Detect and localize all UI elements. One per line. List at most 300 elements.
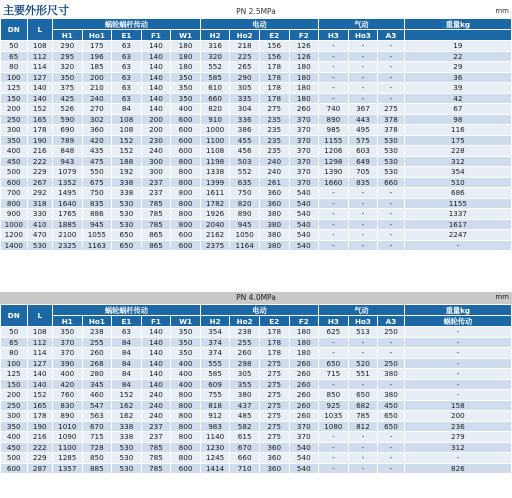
table-row — [1, 177, 512, 188]
table-cell: 190 — [27, 421, 52, 432]
table-cell: 140 — [141, 104, 171, 115]
table-cell: 886 — [82, 209, 112, 220]
table-cell: 650 — [348, 390, 378, 401]
table-cell: 140 — [141, 379, 171, 390]
table-row — [1, 432, 512, 443]
table-cell: - — [319, 337, 349, 348]
table-cell: - — [404, 358, 511, 369]
table-cell: 350 — [171, 72, 201, 83]
table-cell: 250 — [1, 114, 28, 125]
table-cell: 985 — [319, 125, 349, 136]
table-cell: 200 — [1, 390, 28, 401]
table-cell: 740 — [319, 104, 349, 115]
table-cell: 400 — [1, 146, 28, 157]
table-cell: 312 — [404, 442, 511, 453]
table-cell: - — [404, 453, 511, 464]
table-cell: 800 — [171, 177, 201, 188]
table-cell: 540 — [289, 240, 319, 251]
table-cell: 178 — [27, 411, 52, 422]
table-cell: 540 — [289, 230, 319, 241]
table-cell: 190 — [27, 135, 52, 146]
table-cell: 1100 — [53, 442, 83, 453]
table-cell: 335 — [230, 93, 260, 104]
table-cell: 275 — [259, 358, 289, 369]
table-cell: 530 — [378, 156, 405, 167]
table-cell: 250 — [1, 400, 28, 411]
table-cell: 1100 — [200, 135, 230, 146]
table-cell: 235 — [259, 114, 289, 125]
table-cell: - — [319, 230, 349, 241]
table-cell: 530 — [378, 146, 405, 157]
table-cell: 338 — [112, 177, 142, 188]
table-cell: 216 — [27, 146, 52, 157]
table-cell: 386 — [230, 125, 260, 136]
table-cell: 180 — [289, 83, 319, 94]
table-cell: 196 — [82, 51, 112, 62]
table-cell: 140 — [141, 83, 171, 94]
table-cell: 890 — [53, 411, 83, 422]
table-cell: 865 — [141, 240, 171, 251]
table-cell: 63 — [112, 327, 142, 338]
table-cell: 400 — [171, 379, 201, 390]
table-cell: 789 — [53, 135, 83, 146]
table-cell: 800 — [171, 209, 201, 220]
table-cell: - — [319, 453, 349, 464]
table-cell: 180 — [171, 51, 201, 62]
table-cell: 552 — [200, 62, 230, 73]
col-header-w1: W1 — [171, 30, 201, 41]
table-cell: 530 — [27, 240, 52, 251]
table-cell: 380 — [259, 230, 289, 241]
table-cell: 350 — [171, 348, 201, 359]
table-cell: 370 — [289, 177, 319, 188]
table-cell: 305 — [230, 83, 260, 94]
table-cell: 1000 — [200, 125, 230, 136]
table-row — [1, 400, 512, 411]
table-cell: - — [348, 188, 378, 199]
table-cell: 290 — [230, 72, 260, 83]
table-cell: 240 — [141, 146, 171, 157]
table-cell: 812 — [348, 421, 378, 432]
table-cell: 192 — [112, 167, 142, 178]
table-cell: - — [319, 240, 349, 251]
table-cell: 460 — [82, 390, 112, 401]
table-cell: 275 — [259, 104, 289, 115]
table-cell: 165 — [27, 400, 52, 411]
col-header-dn: DN — [1, 305, 28, 327]
table-cell: 200 — [404, 411, 511, 422]
table-cell: 670 — [82, 421, 112, 432]
table-cell: 835 — [348, 177, 378, 188]
col-header-ho1: Ho1 — [82, 316, 112, 327]
table-cell: 260 — [289, 400, 319, 411]
table-cell: 316 — [200, 41, 230, 52]
table-cell: 158 — [404, 400, 511, 411]
table-cell: 292 — [27, 188, 52, 199]
table-cell: 350 — [53, 72, 83, 83]
table-cell: 140 — [141, 72, 171, 83]
table-cell: 800 — [171, 167, 201, 178]
table-cell: 116 — [404, 125, 511, 136]
table-cell: 63 — [112, 41, 142, 52]
table-cell: 156 — [259, 41, 289, 52]
table-cell: - — [378, 62, 405, 73]
table-cell: 510 — [404, 177, 511, 188]
table-cell: 50 — [1, 327, 28, 338]
table-cell: 84 — [112, 369, 142, 380]
table-cell: 236 — [404, 421, 511, 432]
table-cell: 290 — [53, 41, 83, 52]
table-row — [1, 463, 512, 474]
table-cell: 1230 — [200, 442, 230, 453]
col-header-ho3: Ho3 — [348, 30, 378, 41]
table-cell: 65 — [1, 337, 28, 348]
table-cell: 354 — [404, 167, 511, 178]
table-cell: 682 — [348, 400, 378, 411]
table-cell: 370 — [289, 167, 319, 178]
table-cell: 850 — [82, 453, 112, 464]
table-cell: 650 — [378, 421, 405, 432]
table-row — [1, 240, 512, 251]
table-cell: 850 — [319, 390, 349, 401]
table-cell: 180 — [171, 62, 201, 73]
table-cell: 1399 — [200, 177, 230, 188]
table-cell: 63 — [112, 62, 142, 73]
table-cell: 800 — [171, 411, 201, 422]
table-cell: - — [404, 327, 511, 338]
table-cell: 140 — [27, 369, 52, 380]
table-cell: 1000 — [1, 219, 28, 230]
table-cell: 800 — [171, 156, 201, 167]
table-cell: 835 — [82, 198, 112, 209]
table-cell: 374 — [200, 348, 230, 359]
unit-label: mm — [495, 7, 509, 15]
table-cell: 112 — [27, 337, 52, 348]
table-cell: 450 — [378, 400, 405, 411]
table-cell: 280 — [82, 369, 112, 380]
table-cell: 178 — [259, 83, 289, 94]
table-cell: 615 — [230, 432, 260, 443]
table-cell: 320 — [53, 62, 83, 73]
table-cell: - — [319, 432, 349, 443]
table-cell: 885 — [82, 463, 112, 474]
table-cell: 255 — [230, 337, 260, 348]
table-row — [1, 93, 512, 104]
table-cell: 275 — [378, 104, 405, 115]
table-cell: 660 — [200, 93, 230, 104]
table-cell: 65 — [1, 51, 28, 62]
table-cell: 1055 — [82, 230, 112, 241]
table-cell: 1660 — [319, 177, 349, 188]
table-cell: 1926 — [200, 209, 230, 220]
table-cell: 140 — [141, 62, 171, 73]
table-cell: 550 — [82, 167, 112, 178]
table-cell: - — [348, 51, 378, 62]
table-cell: 425 — [53, 93, 83, 104]
table-cell: 125 — [1, 83, 28, 94]
table-cell: 800 — [171, 198, 201, 209]
table-cell: 350 — [53, 327, 83, 338]
table-cell: 108 — [112, 114, 142, 125]
table-cell: 112 — [27, 51, 52, 62]
col-header-ho2: Ho2 — [230, 30, 260, 41]
table-cell: 127 — [27, 358, 52, 369]
table-cell: 575 — [348, 135, 378, 146]
table-cell: 360 — [82, 125, 112, 136]
col-header-ho3: Ho3 — [348, 316, 378, 327]
table-cell: - — [378, 337, 405, 348]
table-cell: 943 — [53, 156, 83, 167]
table-cell: 63 — [112, 72, 142, 83]
table-cell: - — [378, 432, 405, 443]
table-cell: 649 — [348, 156, 378, 167]
table-cell: 229 — [27, 167, 52, 178]
table-cell: 540 — [289, 198, 319, 209]
table-cell: 238 — [82, 327, 112, 338]
table-cell: 180 — [289, 93, 319, 104]
table-cell: 1164 — [230, 240, 260, 251]
table-cell: 237 — [141, 177, 171, 188]
table-cell: 84 — [112, 348, 142, 359]
table-cell: 635 — [230, 177, 260, 188]
col-header-a3: A3 — [378, 30, 405, 41]
table-cell: 162 — [112, 400, 142, 411]
table-cell: 180 — [289, 337, 319, 348]
table-row — [1, 369, 512, 380]
table-cell: 710 — [230, 463, 260, 474]
table-cell: 152 — [27, 104, 52, 115]
table-cell: 367 — [348, 104, 378, 115]
table-cell: 1298 — [319, 156, 349, 167]
table-cell: 715 — [319, 369, 349, 380]
table-cell: 140 — [27, 93, 52, 104]
table-cell: 255 — [82, 337, 112, 348]
table-cell: 63 — [112, 51, 142, 62]
table-cell: 305 — [230, 369, 260, 380]
table-cell: 180 — [289, 348, 319, 359]
table-cell: 261 — [259, 177, 289, 188]
table-cell: 420 — [53, 379, 83, 390]
table-cell: 260 — [230, 348, 260, 359]
table-row — [1, 114, 512, 125]
table-cell: 178 — [259, 327, 289, 338]
table-cell: - — [348, 453, 378, 464]
col-header-f2: F2 — [289, 30, 319, 41]
table-cell: 100 — [1, 72, 28, 83]
table-cell: 235 — [259, 135, 289, 146]
table-cell: 540 — [289, 453, 319, 464]
table-cell: 260 — [289, 369, 319, 380]
table-cell: 1765 — [53, 209, 83, 220]
table-cell: 240 — [259, 156, 289, 167]
table-row — [1, 411, 512, 422]
table-cell: - — [378, 442, 405, 453]
table-cell: - — [378, 230, 405, 241]
table-cell: 400 — [171, 369, 201, 380]
table-cell: 275 — [259, 432, 289, 443]
group-header-weight: 重量kg — [404, 305, 511, 316]
table-cell: 300 — [1, 411, 28, 422]
table-cell: 29 — [404, 62, 511, 73]
table-cell: 240 — [141, 400, 171, 411]
table-cell: 551 — [348, 369, 378, 380]
table-cell: 126 — [289, 41, 319, 52]
col-header-weight — [404, 30, 511, 41]
table-cell: 380 — [259, 240, 289, 251]
table-cell: 108 — [27, 41, 52, 52]
table-cell: 67 — [404, 104, 511, 115]
table-cell: 670 — [230, 442, 260, 453]
table-cell: 240 — [82, 93, 112, 104]
table-cell: 98 — [404, 114, 511, 125]
col-header-e1: E1 — [112, 30, 142, 41]
table-cell: 820 — [230, 198, 260, 209]
table-cell: 84 — [112, 337, 142, 348]
table-cell: 156 — [259, 51, 289, 62]
table-row — [1, 125, 512, 136]
table-cell: 140 — [141, 337, 171, 348]
col-header-l: L — [27, 305, 52, 327]
table-cell: 100 — [1, 358, 28, 369]
table-cell: 216 — [27, 432, 52, 443]
table-cell: 945 — [82, 219, 112, 230]
col-header-h3: H3 — [319, 316, 349, 327]
table-cell: 585 — [200, 369, 230, 380]
table-cell: 2100 — [53, 230, 83, 241]
table-cell: 260 — [289, 411, 319, 422]
col-header-ho1: Ho1 — [82, 30, 112, 41]
table-cell: - — [348, 432, 378, 443]
table-row — [1, 379, 512, 390]
col-header-e2: E2 — [259, 30, 289, 41]
table-cell: 552 — [230, 167, 260, 178]
table-cell: 237 — [141, 432, 171, 443]
table-cell: 300 — [141, 156, 171, 167]
table-cell: 19 — [404, 41, 511, 52]
table-cell: 590 — [53, 114, 83, 125]
table-cell: 225 — [230, 51, 260, 62]
table-cell: 555 — [200, 358, 230, 369]
table-cell: 140 — [141, 369, 171, 380]
group-header-electric: 电动 — [200, 305, 318, 316]
table-row — [1, 72, 512, 83]
pn-bar — [0, 292, 512, 304]
table-cell: 705 — [348, 167, 378, 178]
table-cell: 370 — [289, 432, 319, 443]
table-row — [1, 327, 512, 338]
table-cell: 338 — [112, 188, 142, 199]
table-cell: 910 — [200, 114, 230, 125]
table-cell: 260 — [289, 358, 319, 369]
dimension-table-pn40 — [0, 304, 512, 474]
table-cell: 237 — [141, 421, 171, 432]
table-cell: 180 — [289, 72, 319, 83]
table-row — [1, 390, 512, 401]
table-cell: 84 — [112, 104, 142, 115]
table-cell: 818 — [200, 400, 230, 411]
table-cell: 127 — [27, 72, 52, 83]
table-cell: 140 — [141, 93, 171, 104]
table-cell: 238 — [230, 327, 260, 338]
table-row — [1, 358, 512, 369]
table-cell: 355 — [230, 379, 260, 390]
table-cell: 1155 — [404, 198, 511, 209]
table-cell: 1617 — [404, 219, 511, 230]
table-cell: 36 — [404, 72, 511, 83]
table-cell: 1285 — [53, 453, 83, 464]
table-cell: 530 — [378, 135, 405, 146]
table-cell: 1035 — [319, 411, 349, 422]
table-cell: 178 — [259, 62, 289, 73]
table-cell: 336 — [230, 114, 260, 125]
table-cell: 180 — [289, 62, 319, 73]
col-header-dn: DN — [1, 19, 28, 41]
table-cell: 945 — [230, 219, 260, 230]
table-cell: 298 — [230, 358, 260, 369]
table-cell: - — [378, 188, 405, 199]
table-cell: 250 — [378, 358, 405, 369]
table-cell: 360 — [259, 188, 289, 199]
table-cell: 360 — [259, 198, 289, 209]
table-cell: 785 — [141, 463, 171, 474]
table-cell: - — [348, 230, 378, 241]
table-cell: 600 — [1, 177, 28, 188]
table-cell: 503 — [230, 156, 260, 167]
table-cell: 162 — [112, 411, 142, 422]
table-cell: 520 — [348, 358, 378, 369]
table-cell: 800 — [1, 198, 28, 209]
table-cell: 330 — [27, 209, 52, 220]
table-row — [1, 209, 512, 220]
table-cell: 275 — [259, 390, 289, 401]
table-cell: 728 — [82, 442, 112, 453]
table-cell: 600 — [171, 230, 201, 241]
table-cell: - — [348, 93, 378, 104]
table-cell: 800 — [171, 432, 201, 443]
table-cell: 268 — [82, 358, 112, 369]
table-cell: - — [319, 51, 349, 62]
table-cell: 50 — [1, 41, 28, 52]
table-cell: 785 — [141, 442, 171, 453]
table-cell: - — [319, 379, 349, 390]
table-cell: 165 — [27, 114, 52, 125]
table-cell: 295 — [53, 51, 83, 62]
table-cell: 820 — [200, 104, 230, 115]
table-cell: 370 — [289, 146, 319, 157]
table-cell: 360 — [259, 442, 289, 453]
table-cell: 1010 — [53, 421, 83, 432]
table-cell: 755 — [200, 390, 230, 401]
group-header-electric: 电动 — [200, 19, 318, 30]
table-cell: - — [348, 219, 378, 230]
table-cell: 600 — [171, 125, 201, 136]
table-cell: - — [319, 442, 349, 453]
table-cell: 374 — [200, 337, 230, 348]
table-cell: 785 — [141, 209, 171, 220]
table-cell: - — [319, 93, 349, 104]
table-cell: - — [348, 41, 378, 52]
table-cell: 152 — [112, 146, 142, 157]
page-title: 主要外形尺寸 — [3, 4, 69, 17]
table-cell: - — [319, 62, 349, 73]
table-cell: 1200 — [1, 230, 28, 241]
group-header-weight: 重量kg — [404, 19, 511, 30]
table-cell: 530 — [378, 167, 405, 178]
table-cell: - — [348, 463, 378, 474]
table-cell: 650 — [378, 411, 405, 422]
table-cell: 370 — [289, 125, 319, 136]
table-cell: 230 — [141, 135, 171, 146]
